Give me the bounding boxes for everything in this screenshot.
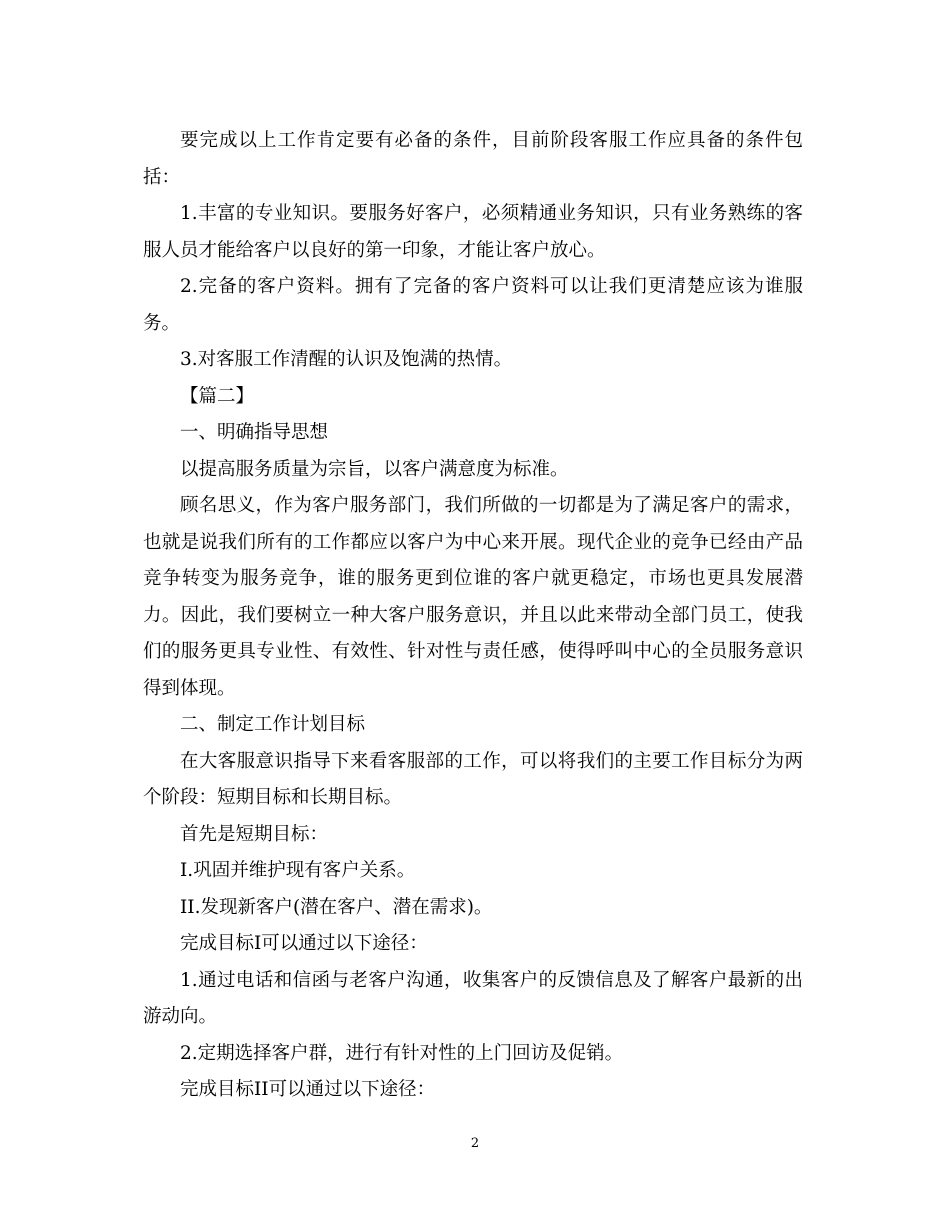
paragraph-goal-ii-methods: 完成目标II可以通过以下途径： [180,1079,436,1100]
paragraph-method-2: 2.定期选择客户群，进行有针对性的上门回访及促销。 [180,1042,624,1064]
paragraph-short-term: 首先是短期目标： [180,823,329,845]
section-heading-part-two: 【篇二】 [180,385,255,407]
paragraph-goal-i-methods: 完成目标I可以通过以下途径： [180,933,428,954]
heading-plan-goals: 二、制定工作计划目标 [180,714,366,735]
paragraph-condition-3: 3.对客服工作清醒的认识及饱满的热情。 [180,349,513,370]
paragraph-purpose: 以提高服务质量为宗旨，以客户满意度为标准。 [180,458,569,480]
paragraph-goal-ii: II.发现新客户(潜在客户、潜在需求)。 [180,896,493,918]
paragraph-condition-1: 1.丰富的专业知识。要服务好客户，必须精通业务知识，只有业务熟练的客服人员才能给客户以良好的第一印象，才能让客户放心。 [143,203,803,261]
paragraph-customer-service: 顾名思义，作为客户服务部门，我们所做的一切都是为了满足客户的需求，也就是说我们所有的工作都应以客户为中心来开展。现代企业的竞争已经由产品竞争转变为服务竞争，谁的服务更到位谁的客户就更稳定，市场也更具发展潜力。因此，我们要树立一种大客户服务意识，并且以此来带动全部门员工，使我们的服务更具专业性、有效性、针对性与责任感，使得呼叫中心的全员服务意识得到体现。 [143,495,803,699]
document-body [143,123,803,1109]
paragraph-goal-stages: 在大客服意识指导下来看客服部的工作，可以将我们的主要工作目标分为两个阶段：短期目标和长期目标。 [143,750,803,808]
paragraph-goal-i: I.巩固并维护现有客户关系。 [180,860,416,881]
paragraph-conditions-intro: 要完成以上工作肯定要有必备的条件，目前阶段客服工作应具备的条件包括： [143,130,803,188]
heading-guiding-idea: 一、明确指导思想 [180,422,329,443]
paragraph-method-1: 1.通过电话和信函与老客户沟通，收集客户的反馈信息及了解客户最新的出游动向。 [143,969,803,1027]
paragraph-condition-2: 2.完备的客户资料。拥有了完备的客户资料可以让我们更清楚应该为谁服务。 [143,276,803,334]
page-number: 2 [470,1136,480,1151]
